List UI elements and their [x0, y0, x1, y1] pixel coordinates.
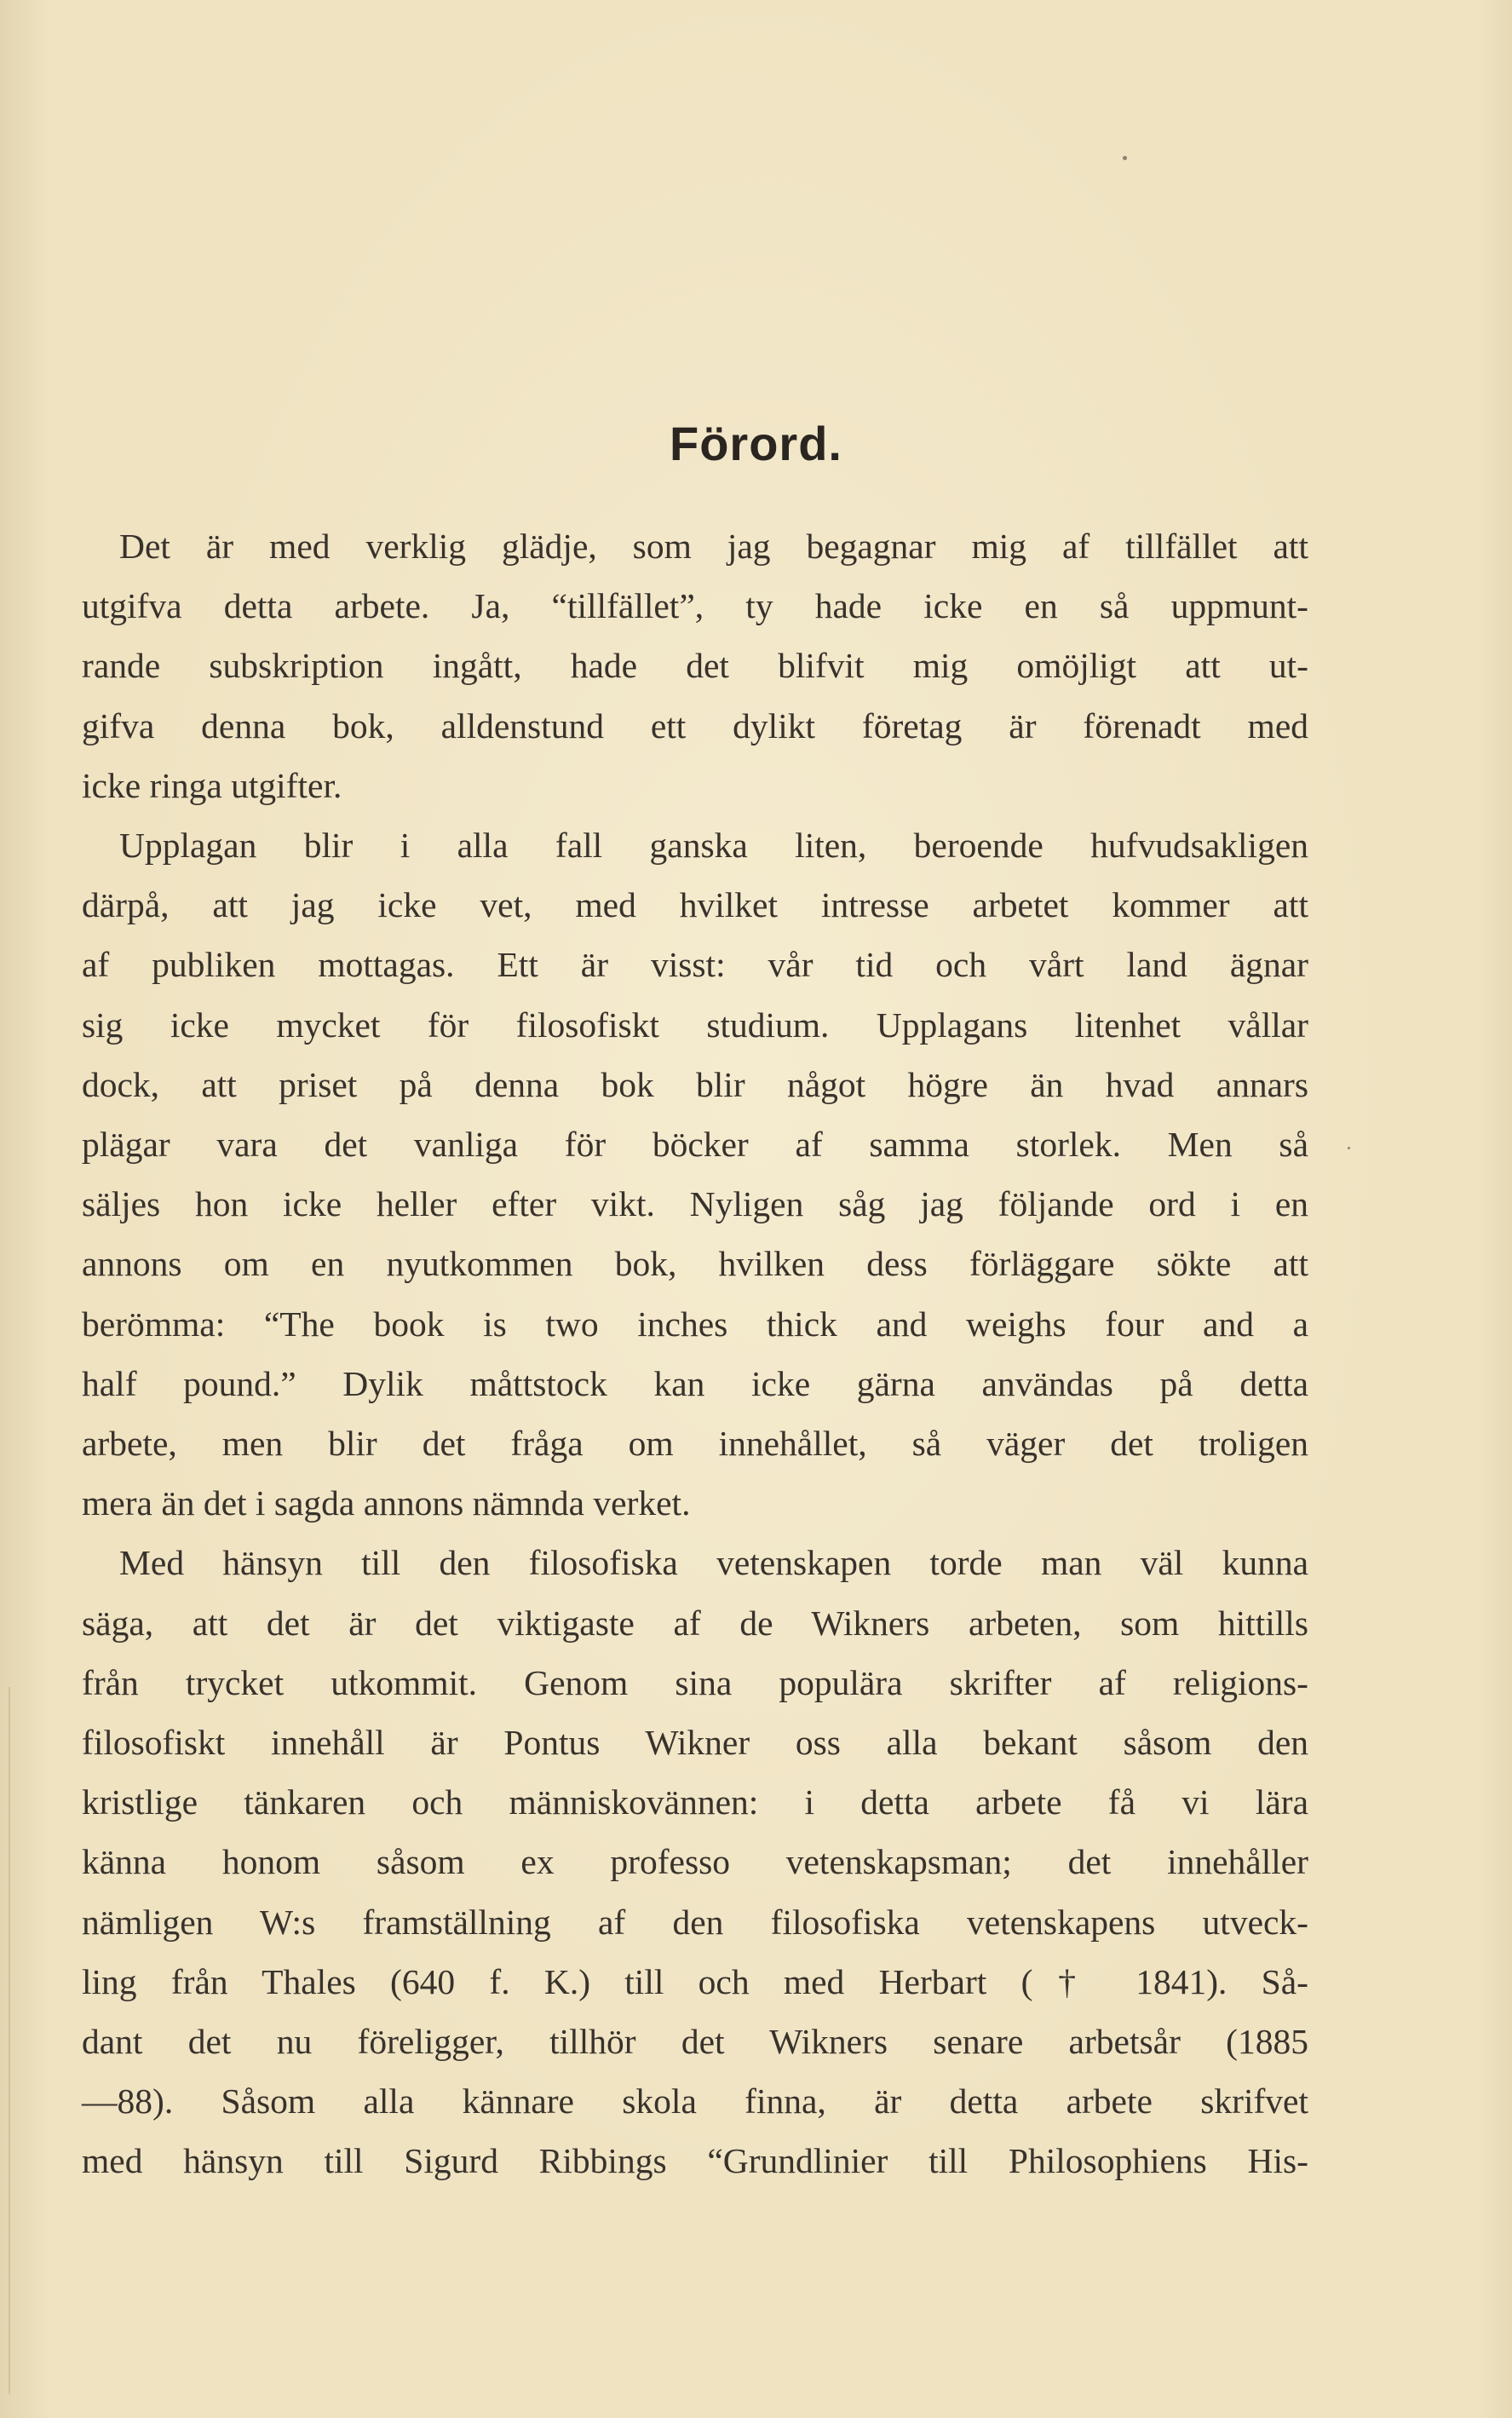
text-line: ling från Thales (640 f. K.) till och med Herbart († 1841). Så- — [82, 1961, 1308, 2001]
page-edge-shadow — [9, 1687, 10, 2394]
text-line: därpå, att jag icke vet, med hvilket intresse arbetet kommer att — [82, 885, 1308, 925]
ink-speck — [1123, 156, 1127, 160]
text-line: säga, att det är det viktigaste af de Wikners arbeten, som hittills — [82, 1603, 1308, 1643]
text-line: med hänsyn till Sigurd Ribbings “Grundlinier till Philosophiens His- — [82, 2141, 1308, 2181]
text-line: gifva denna bok, alldenstund ett dylikt företag är förenadt med — [82, 705, 1308, 746]
ink-speck — [1348, 1147, 1350, 1149]
text-line: från trycket utkommit. Genom sina populära skrifter af religions- — [82, 1662, 1308, 1702]
text-line: sig icke mycket för filosofiskt studium. Upplagans litenhet vållar — [82, 1005, 1308, 1045]
text-line: Det är med verklig glädje, som jag begagnar mig af tillfället att — [119, 527, 1308, 566]
text-line: säljes hon icke heller efter vikt. Nyligen såg jag följande ord i en — [82, 1184, 1308, 1224]
text-line: plägar vara det vanliga för böcker af samma storlek. Men så — [82, 1125, 1308, 1165]
text-line: Upplagan blir i alla fall ganska liten, beroende hufvudsakligen — [119, 826, 1308, 866]
text-line: —88). Såsom alla kännare skola finna, är detta arbete skrifvet — [82, 2081, 1308, 2122]
text-line: filosofiskt innehåll är Pontus Wikner oss alla bekant såsom den — [82, 1723, 1308, 1763]
text-line: dock, att priset på denna bok blir något högre än hvad annars — [82, 1064, 1308, 1104]
paragraph — [82, 516, 1308, 815]
text-line: annons om en nyutkommen bok, hvilken dess förläggare sökte att — [82, 1244, 1308, 1284]
paragraph — [82, 1533, 1308, 2191]
paragraph — [82, 815, 1308, 1533]
text-line: mera än det i sagda annons nämnda verket. — [82, 1483, 691, 1523]
text-line: Med hänsyn till den filosofiska vetenskapen torde man väl kunna — [119, 1543, 1308, 1583]
text-line: känna honom såsom ex professo vetenskapsman; det innehåller — [82, 1842, 1308, 1882]
text-line: arbete, men blir det fråga om innehållet, så väger det troligen — [82, 1424, 1308, 1464]
text-line: berömma: “The book is two inches thick and weighs four and a — [82, 1304, 1308, 1344]
text-line: icke ringa utgifter. — [82, 765, 342, 805]
text-line: rande subskription ingått, hade det blifvit mig omöjligt att ut- — [82, 646, 1308, 686]
text-line: half pound.” Dylik måttstock kan icke gärna användas på detta — [82, 1363, 1308, 1403]
text-line: utgifva detta arbete. Ja, “tillfället”, ty hade icke en så uppmunt- — [82, 586, 1308, 626]
body-text — [82, 516, 1308, 2191]
text-line: dant det nu föreligger, tillhör det Wikners senare arbetsår (1885 — [82, 2022, 1308, 2062]
text-line: kristlige tänkaren och människovännen: i detta arbete få vi lära — [82, 1782, 1308, 1822]
page-title: Förord. — [670, 417, 842, 470]
text-line: af publiken mottagas. Ett är visst: vår tid och vårt land ägnar — [82, 945, 1308, 985]
text-line: nämligen W:s framställning af den filosofiska vetenskapens utveck- — [82, 1902, 1308, 1942]
